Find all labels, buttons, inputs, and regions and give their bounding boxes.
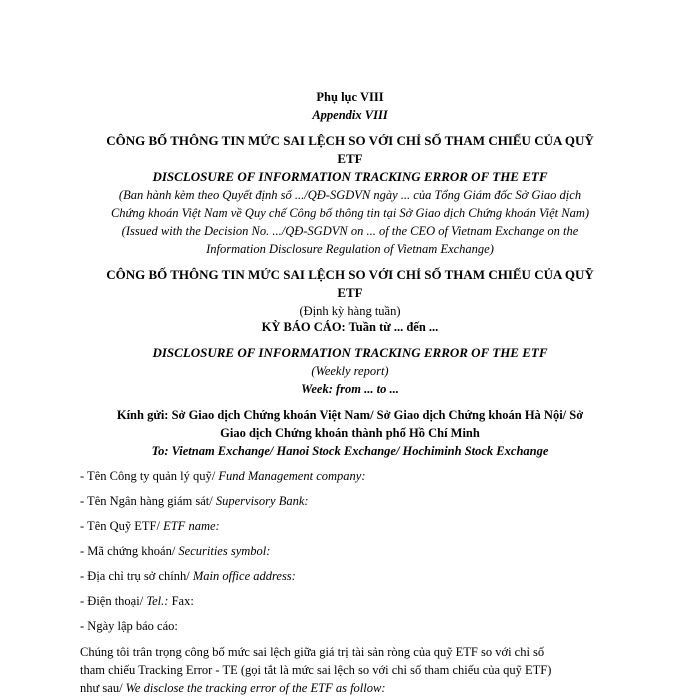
issuance-vn-line1: (Ban hành kèm theo Quyết định số .../QĐ-SGDVN ngày ... của Tổng Giám đốc Sở Giao dịch bbox=[118, 188, 582, 202]
field-etf-name: - Tên Quỹ ETF/ ETF name: bbox=[80, 519, 220, 533]
appendix-label-vn: Phụ lục VIII bbox=[316, 90, 384, 104]
recipient-vn-line2: Giao dịch Chứng khoán thành phố Hồ Chí Minh bbox=[220, 426, 480, 440]
field-securities-symbol: - Mã chứng khoán/ Securities symbol: bbox=[80, 544, 271, 558]
statement-line3: như sau/ We disclose the tracking error of the ETF as follow: bbox=[80, 681, 386, 695]
issuance-en-line2: Information Disclosure Regulation of Vietnam Exchange) bbox=[206, 242, 494, 256]
period-vn: (Định kỳ hàng tuần) bbox=[299, 304, 401, 318]
field-report-date: - Ngày lập báo cáo: bbox=[80, 619, 178, 633]
issuance-vn-line2: Chứng khoán Việt Nam về Quy chế Công bố thông tin tại Sở Giao dịch Chứng khoán Việt Nam) bbox=[110, 206, 590, 220]
appendix-label-en: Appendix VIII bbox=[312, 108, 388, 122]
title-en: DISCLOSURE OF INFORMATION TRACKING ERROR OF THE ETF bbox=[152, 169, 548, 184]
field-main-office-address: - Địa chỉ trụ sở chính/ Main office address: bbox=[80, 569, 296, 583]
report-period-vn: KỲ BÁO CÁO: Tuần từ ... đến ... bbox=[261, 320, 439, 334]
issuance-en-line1: (Issued with the Decision No. .../QĐ-SGDVN on ... of the CEO of Vietnam Exchange on the bbox=[121, 224, 579, 238]
title2-vn-line1: CÔNG BỐ THÔNG TIN MỨC SAI LỆCH SO VỚI CHỈ SỐ THAM CHIẾU CỦA QUỸ bbox=[106, 267, 594, 282]
title-vn-line1: CÔNG BỐ THÔNG TIN MỨC SAI LỆCH SO VỚI CHỈ SỐ THAM CHIẾU CỦA QUỸ bbox=[106, 133, 594, 148]
field-telephone-fax: - Điện thoại/ Tel.: Fax: bbox=[80, 594, 194, 608]
period-en: (Weekly report) bbox=[311, 364, 389, 378]
field-fund-management-company: - Tên Công ty quản lý quỹ/ Fund Management company: bbox=[80, 469, 366, 483]
recipient-vn-line1: Kính gửi: Sở Giao dịch Chứng khoán Việt Nam/ Sở Giao dịch Chứng khoán Hà Nội/ Sở bbox=[116, 408, 584, 422]
title2-vn-line2: ETF bbox=[337, 285, 363, 300]
statement-vn-line1: Chúng tôi trân trọng công bố mức sai lệch giữa giá trị tài sản ròng của quỹ ETF so với chỉ số bbox=[80, 645, 545, 659]
recipient-en: To: Vietnam Exchange/ Hanoi Stock Exchange/ Hochiminh Stock Exchange bbox=[151, 444, 549, 458]
statement-vn-line2: tham chiếu Tracking Error - TE (gọi tắt là mức sai lệch so với chỉ số tham chiếu của quỹ ETF) bbox=[80, 663, 552, 677]
week-en: Week: from ... to ... bbox=[301, 382, 399, 396]
title-vn-line2: ETF bbox=[337, 151, 363, 166]
title2-en: DISCLOSURE OF INFORMATION TRACKING ERROR OF THE ETF bbox=[152, 345, 548, 360]
field-supervisory-bank: - Tên Ngân hàng giám sát/ Supervisory Bank: bbox=[80, 494, 309, 508]
